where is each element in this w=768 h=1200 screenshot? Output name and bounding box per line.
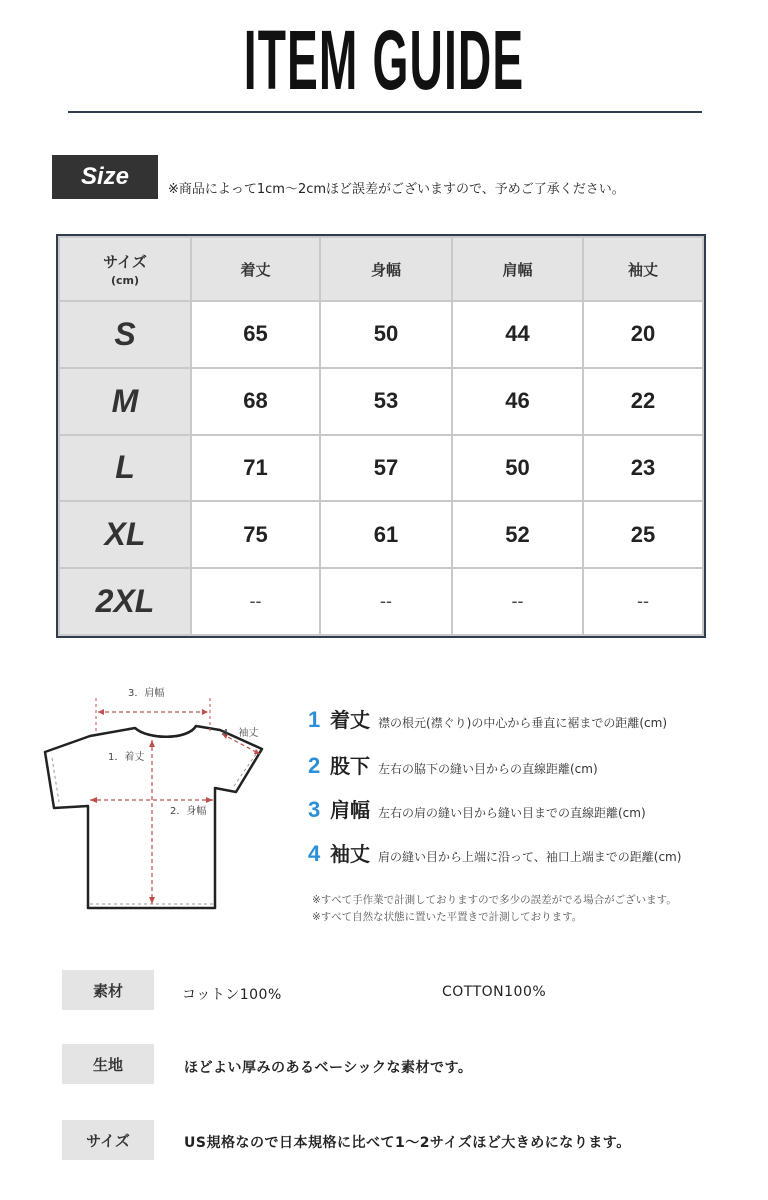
measurement-term: 袖丈 <box>330 842 370 866</box>
measurement-number: 1 <box>308 707 321 732</box>
size-table <box>56 234 706 638</box>
measurement-number: 3 <box>308 797 321 822</box>
table-cell: 50 <box>320 301 452 368</box>
size-section-badge: Size <box>52 155 158 199</box>
material-value-en: COTTON100% <box>442 984 547 1000</box>
column-header-length: 着丈 <box>191 237 320 301</box>
measurement-number: 4 <box>308 841 321 866</box>
tshirt-outline-icon <box>45 726 262 908</box>
table-cell: 71 <box>191 435 320 502</box>
measurement-number: 2 <box>308 753 321 778</box>
table-row <box>59 368 703 435</box>
table-row <box>59 568 703 635</box>
table-cell: 23 <box>583 435 703 502</box>
size-note: ※商品によって1cm〜2cmほど誤差がございますので、予めご了承ください。 <box>168 182 625 197</box>
fabric-value: ほどよい厚みのあるベーシックな素材です。 <box>184 1060 473 1076</box>
column-header-sleeve: 袖丈 <box>583 237 703 301</box>
table-cell: 46 <box>452 368 583 435</box>
measurement-definition <box>308 794 646 824</box>
table-cell: -- <box>191 568 320 635</box>
table-cell: -- <box>583 568 703 635</box>
table-row <box>59 501 703 568</box>
measurement-definition <box>308 704 667 734</box>
table-cell: 53 <box>320 368 452 435</box>
size-table-header-row <box>59 237 703 301</box>
table-cell: -- <box>320 568 452 635</box>
table-cell: 52 <box>452 501 583 568</box>
measurement-description: 襟の根元(襟ぐり)の中心から垂直に裾までの距離(cm) <box>378 716 668 730</box>
page-title <box>0 14 768 106</box>
table-row <box>59 435 703 502</box>
table-cell: -- <box>452 568 583 635</box>
measurement-description: 肩の縫い目から上端に沿って、袖口上端までの距離(cm) <box>378 850 682 864</box>
measurement-term: 肩幅 <box>330 798 370 822</box>
table-cell: 50 <box>452 435 583 502</box>
size-label: 2XL <box>59 568 191 635</box>
measurement-term: 股下 <box>330 754 370 778</box>
table-cell: 44 <box>452 301 583 368</box>
shoulder-width-guide <box>96 698 210 732</box>
size-header-unit: (cm) <box>110 274 140 287</box>
measurement-definition <box>308 838 681 868</box>
measurement-definition <box>308 750 598 780</box>
table-cell: 20 <box>583 301 703 368</box>
size-column-header <box>59 237 191 301</box>
table-cell: 57 <box>320 435 452 502</box>
table-cell: 22 <box>583 368 703 435</box>
size-label: XL <box>59 501 191 568</box>
size-label: S <box>59 301 191 368</box>
column-header-body-width: 身幅 <box>320 237 452 301</box>
diagram-label-sleeve: 4．袖丈 <box>222 728 259 739</box>
material-value-jp: コットン100% <box>182 987 282 1003</box>
size-info-label: サイズ <box>62 1120 154 1160</box>
table-row <box>59 301 703 368</box>
table-cell: 68 <box>191 368 320 435</box>
size-label: M <box>59 368 191 435</box>
diagram-label-width: 2．身幅 <box>170 806 207 817</box>
table-cell: 65 <box>191 301 320 368</box>
footnote: ※すべて手作業で計測しておりますので多少の誤差がでる場合がございます。 <box>312 894 677 906</box>
tshirt-measurement-diagram <box>40 682 280 922</box>
material-label: 素材 <box>62 970 154 1010</box>
table-cell: 75 <box>191 501 320 568</box>
measurement-description: 左右の肩の縫い目から縫い目までの直線距離(cm) <box>378 806 646 820</box>
measurement-term: 着丈 <box>330 708 370 732</box>
size-header-label: サイズ <box>103 253 147 271</box>
size-info-value: US規格なので日本規格に比べて1〜2サイズほど大きめになります。 <box>184 1135 631 1151</box>
measurement-description: 左右の脇下の縫い目からの直線距離(cm) <box>378 762 598 776</box>
fabric-label: 生地 <box>62 1044 154 1084</box>
diagram-label-length: 1．着丈 <box>108 752 145 763</box>
column-header-shoulder: 肩幅 <box>452 237 583 301</box>
diagram-label-shoulder: 3．肩幅 <box>128 688 165 699</box>
title-divider <box>68 111 702 113</box>
table-cell: 61 <box>320 501 452 568</box>
size-label: L <box>59 435 191 502</box>
table-cell: 25 <box>583 501 703 568</box>
page-title-text: ITEM GUIDE <box>243 13 525 107</box>
footnote: ※すべて自然な状態に置いた平置きで計測しております。 <box>312 911 583 923</box>
